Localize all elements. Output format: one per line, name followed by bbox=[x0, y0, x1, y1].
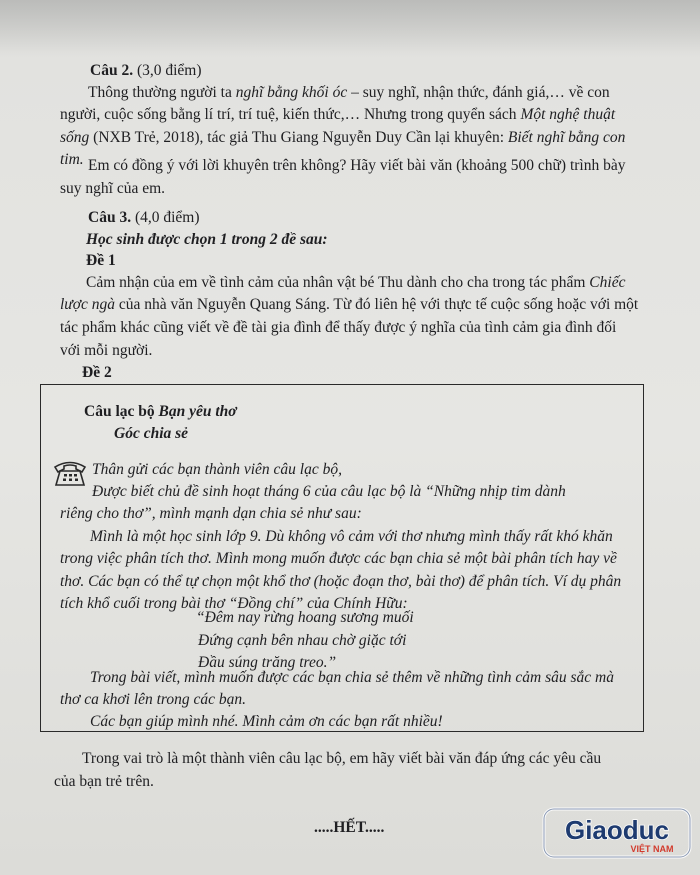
question-2-line-2: người, cuộc sống bằng lí trí, trí tuệ, kiến thức,… Nhưng trong quyển sách Một nghệ thuật bbox=[60, 106, 616, 123]
letter-line-2: Được biết chủ đề sinh hoạt tháng 6 của câu lạc bộ là “Những nhịp tim dành bbox=[92, 483, 566, 500]
question-2-prompt-line-2: suy nghĩ của em. bbox=[60, 180, 166, 197]
de-1-line-3: tác phẩm khác cũng viết về đề tài gia đình để thấy được ý nghĩa của tình cảm gia đình đối bbox=[60, 319, 617, 336]
logo-sub-text: VIỆT NAM bbox=[630, 844, 674, 854]
question-2-line-4: tim. bbox=[60, 151, 84, 168]
question-2-prompt-line-1: Em có đồng ý với lời khuyên trên không? Hãy viết bài văn (khoảng 500 chữ) trình bày bbox=[88, 157, 626, 174]
end-mark: .....HẾT..... bbox=[314, 819, 385, 836]
letter-line-3: riêng cho thơ”, mình mạnh dạn chia sẻ như sau: bbox=[60, 505, 362, 522]
de-1-line-4: với mỗi người. bbox=[60, 342, 153, 359]
club-corner: Góc chia sẻ bbox=[114, 425, 189, 442]
giaoduc-logo bbox=[542, 803, 692, 861]
page-edge-shadow bbox=[0, 0, 700, 58]
poem-line-3: Đầu súng trăng treo.” bbox=[198, 654, 337, 671]
poem-line-1: “Đêm nay rừng hoang sương muối bbox=[196, 609, 414, 626]
letter-closing-1: Trong bài viết, mình muốn được các bạn chia sẻ thêm về những tình cảm sâu sắc mà bbox=[90, 669, 614, 686]
question-3-choose: Học sinh được chọn 1 trong 2 đề sau: bbox=[86, 231, 328, 248]
task-line-1: Trong vai trò là một thành viên câu lạc bộ, em hãy viết bài văn đáp ứng các yêu cầu bbox=[82, 750, 602, 767]
logo-brand-text: Giaoduc bbox=[564, 815, 670, 845]
de-2-label: Đề 2 bbox=[82, 364, 112, 381]
de-1-label: Đề 1 bbox=[86, 252, 116, 269]
poem-line-2: Đứng cạnh bên nhau chờ giặc tới bbox=[198, 632, 407, 649]
de-1-line-1: Cảm nhận của em về tình cảm của nhân vật bé Thu dành cho cha trong tác phẩm Chiếc bbox=[86, 274, 626, 291]
question-2-heading: Câu 2. (3,0 điểm) bbox=[90, 62, 202, 79]
letter-line-6: thơ. Các bạn có thể tự chọn một khổ thơ (hoặc đoạn thơ, bài thơ) để phân tích. Ví dụ phân bbox=[60, 573, 622, 590]
letter-line-4: Mình là một học sinh lớp 9. Dù không vô cảm với thơ nhưng mình thấy rất khó khăn bbox=[90, 528, 613, 545]
letter-closing-2: thơ ca khơi lên trong các bạn. bbox=[60, 691, 246, 708]
question-3-heading: Câu 3. (4,0 điểm) bbox=[88, 209, 200, 226]
task-line-2: của bạn trẻ trên. bbox=[54, 773, 154, 790]
letter-line-5: trong việc phân tích thơ. Mình mong muốn được các bạn chia sẻ một bài phân tích hay về bbox=[60, 550, 617, 567]
club-title: Câu lạc bộ Bạn yêu thơ bbox=[84, 403, 237, 420]
letter-closing-3: Các bạn giúp mình nhé. Mình cảm ơn các bạn rất nhiều! bbox=[90, 713, 443, 730]
question-2-line-3: sống (NXB Trẻ, 2018), tác giả Thu Giang Nguyễn Duy Cần lại khuyên: Biết nghĩ bằng con bbox=[60, 129, 626, 146]
question-2-line-1: Thông thường người ta nghĩ bằng khối óc – suy nghĩ, nhận thức, đánh giá,… về con bbox=[88, 84, 610, 101]
de-1-line-2: lược ngà của nhà văn Nguyễn Quang Sáng. Từ đó liên hệ với thực tế cuộc sống hoặc với một bbox=[60, 296, 639, 313]
letter-line-7: tích khổ cuối trong bài thơ “Đồng chí” của Chính Hữu: bbox=[60, 595, 408, 612]
telephone-icon bbox=[51, 456, 89, 488]
letter-greeting: Thân gửi các bạn thành viên câu lạc bộ, bbox=[92, 461, 342, 478]
